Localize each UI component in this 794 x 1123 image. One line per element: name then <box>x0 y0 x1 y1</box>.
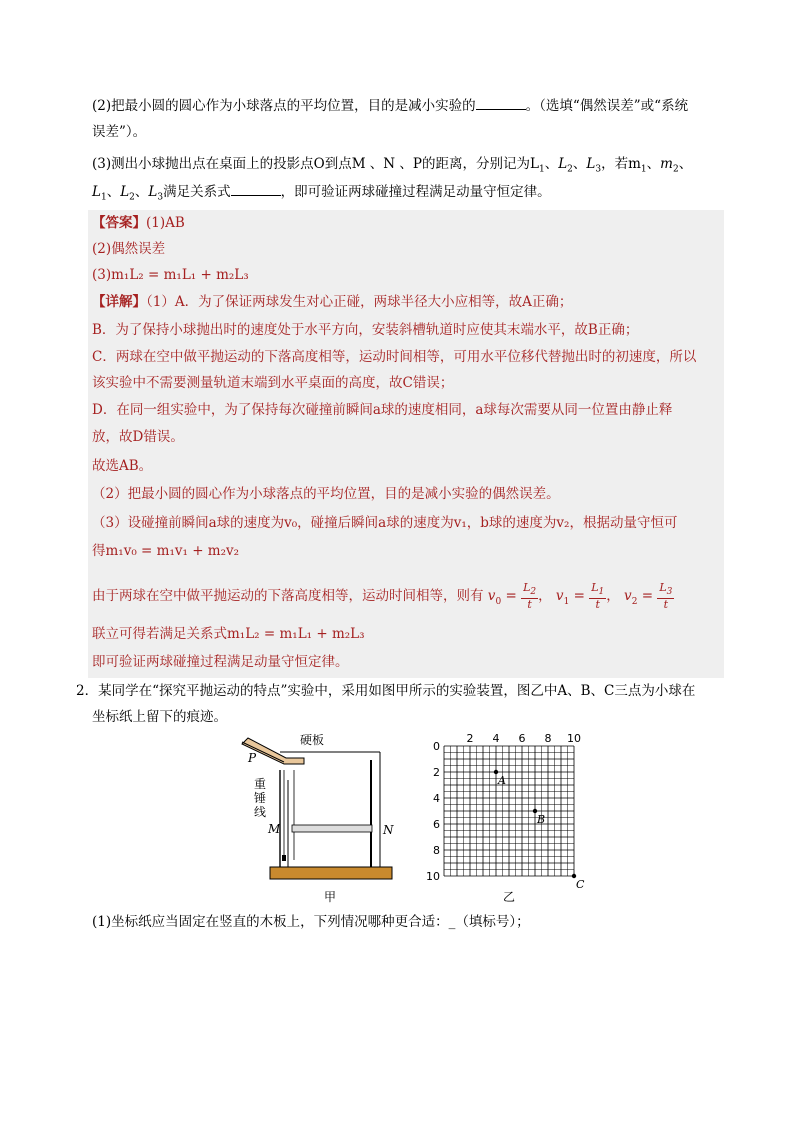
q1-part2-tail: 。（选填“偶然误差”或“系统 <box>525 98 689 114</box>
mn-bar <box>292 825 372 832</box>
q1-part3-line: (3)测出小球抛出点在桌面上的投影点O到点M 、N 、P的距离，分别记为$L_1$、$L_2$、$L_3$，若$m_1$、$m_2$、 <box>92 156 693 175</box>
fraction-v2: $\frac{L_3}{t}$ <box>659 581 673 612</box>
y-tick-label: 8 <box>433 844 440 857</box>
q1-part3-text-a: (3)测出小球抛出点在桌面上的投影点O到点M 、N 、P的距离，分别记为L <box>92 156 539 172</box>
point-label-c: C <box>576 878 585 891</box>
detail-line-1 <box>92 292 572 312</box>
detail-3b: 该实验中不需要测量轨道末端到水平桌面的高度，故C错误； <box>92 375 454 391</box>
x-tick-label: 8 <box>544 732 552 745</box>
label-m: M <box>268 822 281 836</box>
y-tick-label: 10 <box>426 870 440 883</box>
q1-part3-text-b: ，若m <box>601 156 641 172</box>
answer-line-1 <box>92 213 185 233</box>
detail-3: C．两球在空中做平抛运动的下落高度相等，运动时间相等，可用水平位移代替抛出时的初速度，所以 <box>92 349 697 365</box>
figure-yi-grid <box>420 730 590 905</box>
detail-10: 即可验证两球碰撞过程满足动量守恒定律。 <box>92 654 349 670</box>
x-tick-label: 2 <box>466 732 474 745</box>
detail-tag: 【详解】 <box>92 294 146 310</box>
label-p: P <box>248 751 257 765</box>
y-tick-label: 6 <box>433 818 440 831</box>
q1-part2-text: (2)把最小圆的圆心作为小球落点的平均位置，目的是减小实验的 <box>92 98 476 114</box>
detail-2: B．为了保持小球抛出时的速度处于水平方向，安装斜槽轨道时应使其末端水平，故B正确； <box>92 322 639 338</box>
label-line-3: 线 <box>254 805 267 819</box>
fraction-v1: $\frac{L_1}{t}$ <box>591 581 605 612</box>
detail-9: 联立可得若满足关系式m₁L₂ = m₁L₁ + m₂L₃ <box>92 626 365 642</box>
x-tick-label: 6 <box>518 732 526 745</box>
y-tick-label: 4 <box>433 792 440 805</box>
detail-7b: 得m₁v₀ = m₁v₁ + m₂v₂ <box>92 543 240 559</box>
q1-part2-line2: 误差”）。 <box>92 124 147 140</box>
y-tick-label: 0 <box>433 740 440 753</box>
caption-jia: 甲 <box>324 890 337 904</box>
label-line-1: 重 <box>254 777 267 791</box>
x-tick-label: 4 <box>492 732 500 745</box>
detail-8-text: 由于两球在空中做平抛运动的下落高度相等，运动时间相等，则有 <box>92 588 484 605</box>
q2-stem: 2．某同学在“探究平抛运动的特点”实验中，采用如图甲所示的实验装置，图乙中A、B、C三点为小球在 <box>76 683 696 699</box>
detail-8: 由于两球在空中做平抛运动的下落高度相等，运动时间相等，则有 $v_0$ = $\frac{L_2}{t}$ ， $v_1$ = $\frac{L_1}{t}$ ， $v_2$ = $\frac{L_3}{t}$ <box>92 581 673 612</box>
detail-5: 故选AB。 <box>92 458 153 474</box>
label-board: 硬板 <box>300 733 325 747</box>
answer-2: (2)偶然误差 <box>92 241 166 257</box>
q2-stem-2: 坐标纸上留下的痕迹。 <box>92 709 227 725</box>
label-line-2: 锤 <box>254 791 267 805</box>
fraction-v0: $\frac{L_2}{t}$ <box>523 581 537 612</box>
detail-4: D．在同一组实验中，为了保持每次碰撞前瞬间a球的速度相同，a球每次需要从同一位置由静止释 <box>92 402 673 418</box>
caption-yi: 乙 <box>502 890 516 904</box>
point-label-b: B <box>537 813 546 826</box>
q1-part3-l: L <box>92 184 101 200</box>
detail-6: （2）把最小圆的圆心作为小球落点的平均位置，目的是减小实验的偶然误差。 <box>92 486 560 502</box>
point-label-a: A <box>498 774 506 787</box>
base-board <box>270 867 392 879</box>
q2-sub1: (1)坐标纸应当固定在竖直的木板上，下列情况哪种更合适：_（填标号）； <box>92 914 530 930</box>
x-tick-label: 10 <box>567 732 581 745</box>
answer-tag: 【答案】 <box>92 215 146 231</box>
q1-part3-tail: ，即可验证两球碰撞过程满足动量守恒定律。 <box>280 184 551 200</box>
q1-part3-relation-label: 满足关系式 <box>163 184 231 200</box>
detail-4b: 放，故D错误。 <box>92 429 184 445</box>
answer-1: (1)AB <box>146 215 185 231</box>
detail-1: （1）A．为了保证两球发生对心正碰，两球半径大小应相等，故A正确； <box>146 294 573 310</box>
detail-7: （3）设碰撞前瞬间a球的速度为v₀，碰撞后瞬间a球的速度为v₁，b球的速度为v₂，根据动量守恒可 <box>92 515 678 531</box>
figure-jia-apparatus <box>240 730 410 905</box>
answer-3: (3)m₁L₂ = m₁L₁ + m₂L₃ <box>92 267 249 283</box>
answer-blank[interactable] <box>476 97 526 110</box>
q1-part3-line2: $L_1$、$L_2$、$L_3$满足关系式 ，即可验证两球碰撞过程满足动量守恒定律。 <box>92 184 551 203</box>
q1-part2-line <box>92 96 688 116</box>
label-n: N <box>383 823 394 837</box>
answer-blank-relation[interactable] <box>231 183 281 196</box>
y-tick-label: 2 <box>433 766 440 779</box>
